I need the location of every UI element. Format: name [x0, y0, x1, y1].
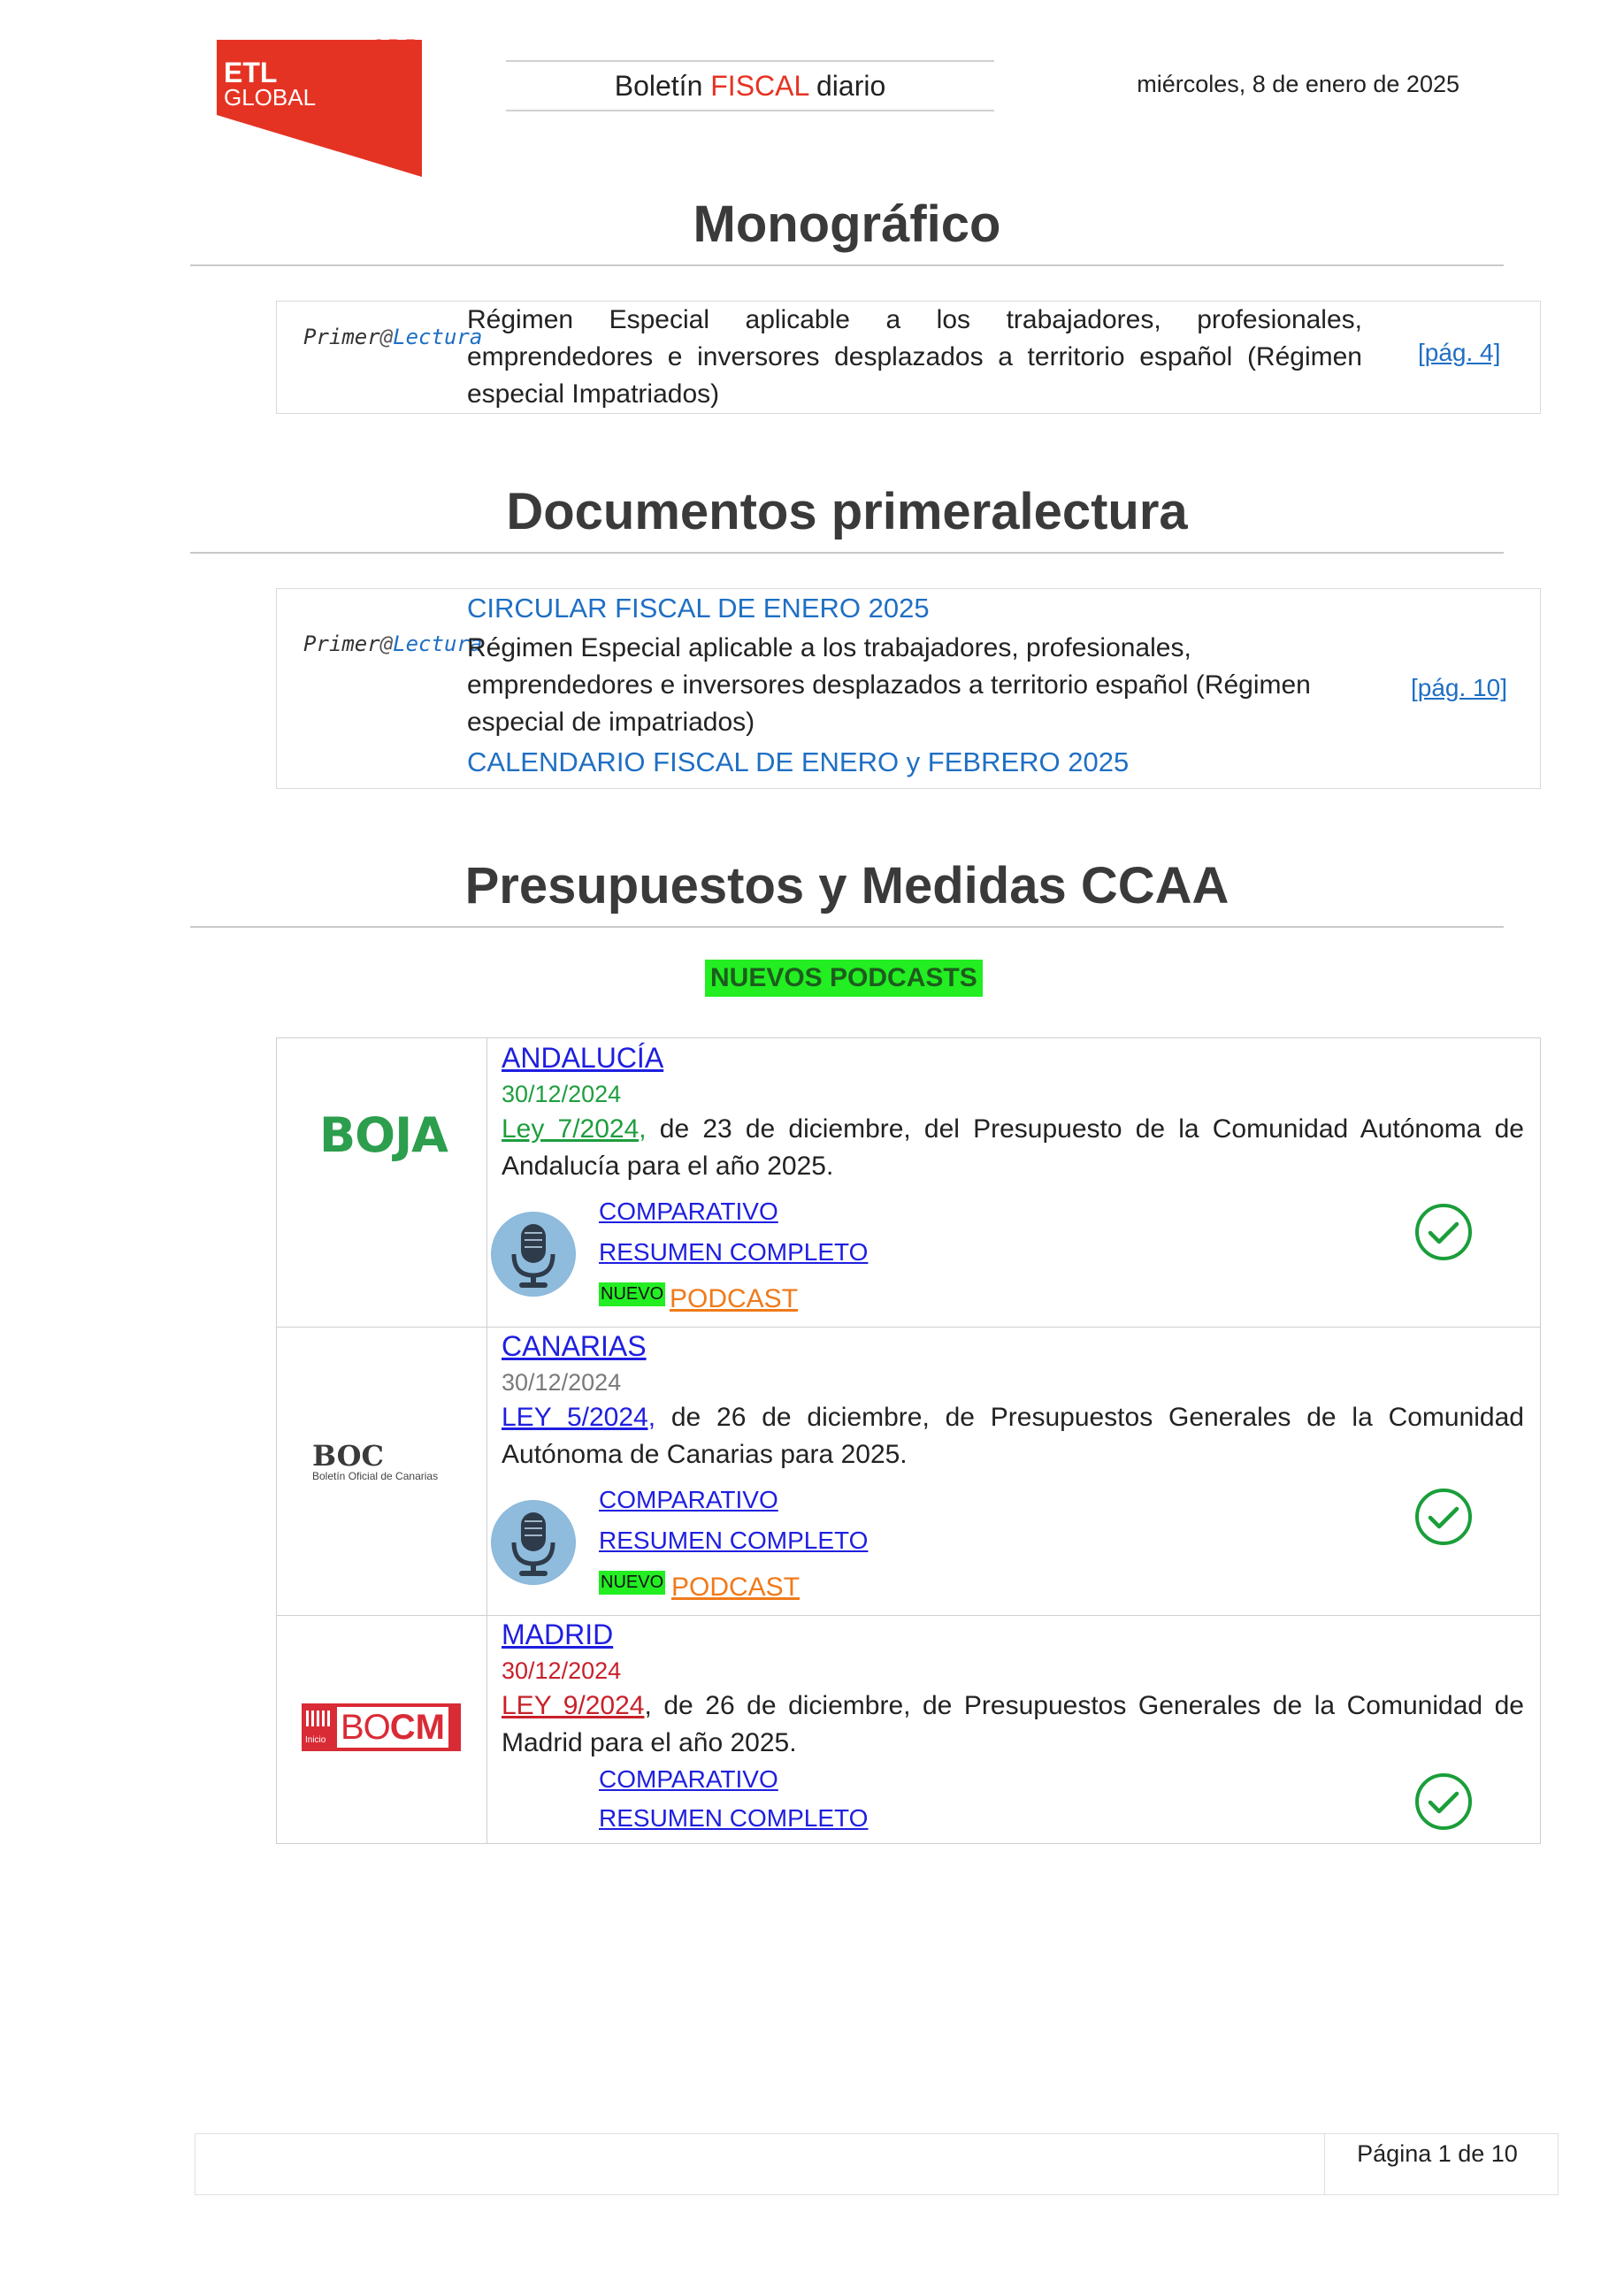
nuevo-badge: NUEVO: [599, 1282, 665, 1306]
monografico-page-link[interactable]: [pág. 4]: [1418, 339, 1501, 366]
microphone-icon: [491, 1500, 576, 1585]
check-circle-icon: [1414, 1203, 1473, 1261]
table-row: [277, 1327, 1540, 1615]
logo-lectura-text: Lectura: [393, 325, 483, 349]
logo-at-text: @: [379, 325, 394, 349]
primer-lectura-logo: [303, 631, 482, 656]
comparativo-link[interactable]: COMPARATIVO: [599, 1486, 778, 1513]
law-description: , de 26 de diciembre, de Presupuestos Generales de la Comunidad de Madrid para el año 2025.: [502, 1691, 1524, 1757]
ccaa-table: [276, 1037, 1541, 1844]
resumen-completo-link[interactable]: RESUMEN COMPLETO: [599, 1804, 869, 1832]
region-link-canarias[interactable]: CANARIAS: [502, 1330, 647, 1362]
boja-logo: BOJA: [319, 1107, 448, 1163]
logo-primer-text: Primer: [303, 325, 380, 349]
primer-lectura-logo: [303, 325, 482, 349]
logo-global-text: GLOBAL: [224, 84, 317, 111]
comparativo-link[interactable]: COMPARATIVO: [599, 1765, 778, 1793]
logo-at-text: @: [379, 631, 394, 656]
law-link-andalucia[interactable]: Ley 7/2024,: [502, 1114, 647, 1144]
microphone-icon: [491, 1212, 576, 1297]
bulletin-title-prefix: Boletín: [614, 70, 711, 102]
monografico-box: [276, 301, 1541, 414]
bulletin-title: [506, 60, 994, 111]
bulletin-title-suffix: diario: [808, 70, 886, 102]
bocm-logo-inicio: Inicio: [305, 1735, 326, 1745]
bocm-logo: [302, 1703, 461, 1751]
documentos-box: [276, 588, 1541, 789]
circular-fiscal-link[interactable]: CIRCULAR FISCAL DE ENERO 2025: [467, 593, 930, 624]
region-law-text: [502, 1111, 1524, 1185]
documentos-text: Régimen Especial aplicable a los trabajadores, profesionales, emprendedores e inversores desplazados a territorio español (Régimen especial de impatriados): [467, 633, 1311, 737]
bocm-logo-emblem: [302, 1703, 335, 1751]
boc-logo-subtitle: Boletín Oficial de Canarias: [312, 1470, 439, 1482]
logo-lectura-text: Lectura: [393, 631, 483, 656]
nuevos-podcasts-badge: NUEVOS PODCASTS: [705, 960, 983, 997]
podcast-link[interactable]: PODCAST: [671, 1573, 801, 1602]
boc-logo-text: BOC: [312, 1439, 384, 1473]
region-law-text: [502, 1688, 1524, 1762]
logo-etl-text: ETL: [224, 57, 278, 88]
region-link-madrid[interactable]: MADRID: [502, 1619, 614, 1650]
bocm-logo-bo: BO: [341, 1707, 390, 1747]
check-circle-icon: [1414, 1772, 1473, 1831]
nuevo-badge: NUEVO: [599, 1571, 665, 1595]
bulletin-title-fiscal: FISCAL: [710, 70, 809, 102]
monografico-text: Régimen Especial aplicable a los trabajadores, profesionales, emprendedores e inversores desplazados a territorio español (Régimen especial Impatriados): [467, 305, 1362, 409]
region-date: 30/12/2024: [502, 1081, 622, 1107]
page-number: Página 1 de 10: [1357, 2140, 1518, 2167]
section-title-documentos: Documentos primeralectura: [190, 482, 1504, 554]
law-description: de 26 de diciembre, de Presupuestos Generales de la Comunidad Autónoma de Canarias para 2025.: [502, 1403, 1524, 1469]
region-law-text: [502, 1399, 1524, 1473]
region-date: 30/12/2024: [502, 1369, 622, 1396]
law-link-canarias[interactable]: LEY 5/2024,: [502, 1403, 656, 1432]
bocm-logo-cm: CM: [389, 1707, 446, 1747]
calendario-fiscal-link[interactable]: CALENDARIO FISCAL DE ENERO y FEBRERO 2025: [467, 746, 1130, 777]
logo-add-text: ADD: [370, 34, 422, 61]
table-row: [277, 1038, 1540, 1327]
region-date: 30/12/2024: [502, 1657, 622, 1684]
resumen-completo-link[interactable]: RESUMEN COMPLETO: [599, 1238, 869, 1266]
check-circle-icon: [1414, 1488, 1473, 1546]
region-link-andalucia[interactable]: ANDALUCÍA: [502, 1042, 664, 1074]
bulletin-date: miércoles, 8 de enero de 2025: [1137, 71, 1459, 97]
logo-primer-text: Primer: [303, 631, 380, 656]
podcast-link[interactable]: PODCAST: [670, 1284, 799, 1313]
footer-divider: [1324, 2133, 1325, 2195]
section-title-presupuestos: Presupuestos y Medidas CCAA: [190, 856, 1504, 928]
table-row: [277, 1615, 1540, 1843]
law-link-madrid[interactable]: LEY 9/2024: [502, 1691, 645, 1720]
comparativo-link[interactable]: COMPARATIVO: [599, 1198, 778, 1225]
law-description: de 23 de diciembre, del Presupuesto de la Comunidad Autónoma de Andalucía para el año 2025.: [502, 1114, 1524, 1181]
resumen-completo-link[interactable]: RESUMEN COMPLETO: [599, 1527, 869, 1554]
boc-logo: [312, 1439, 439, 1482]
etl-global-logo: [217, 31, 422, 177]
documentos-page-link[interactable]: [pág. 10]: [1411, 674, 1507, 701]
section-title-monografico: Monográfico: [190, 195, 1504, 266]
